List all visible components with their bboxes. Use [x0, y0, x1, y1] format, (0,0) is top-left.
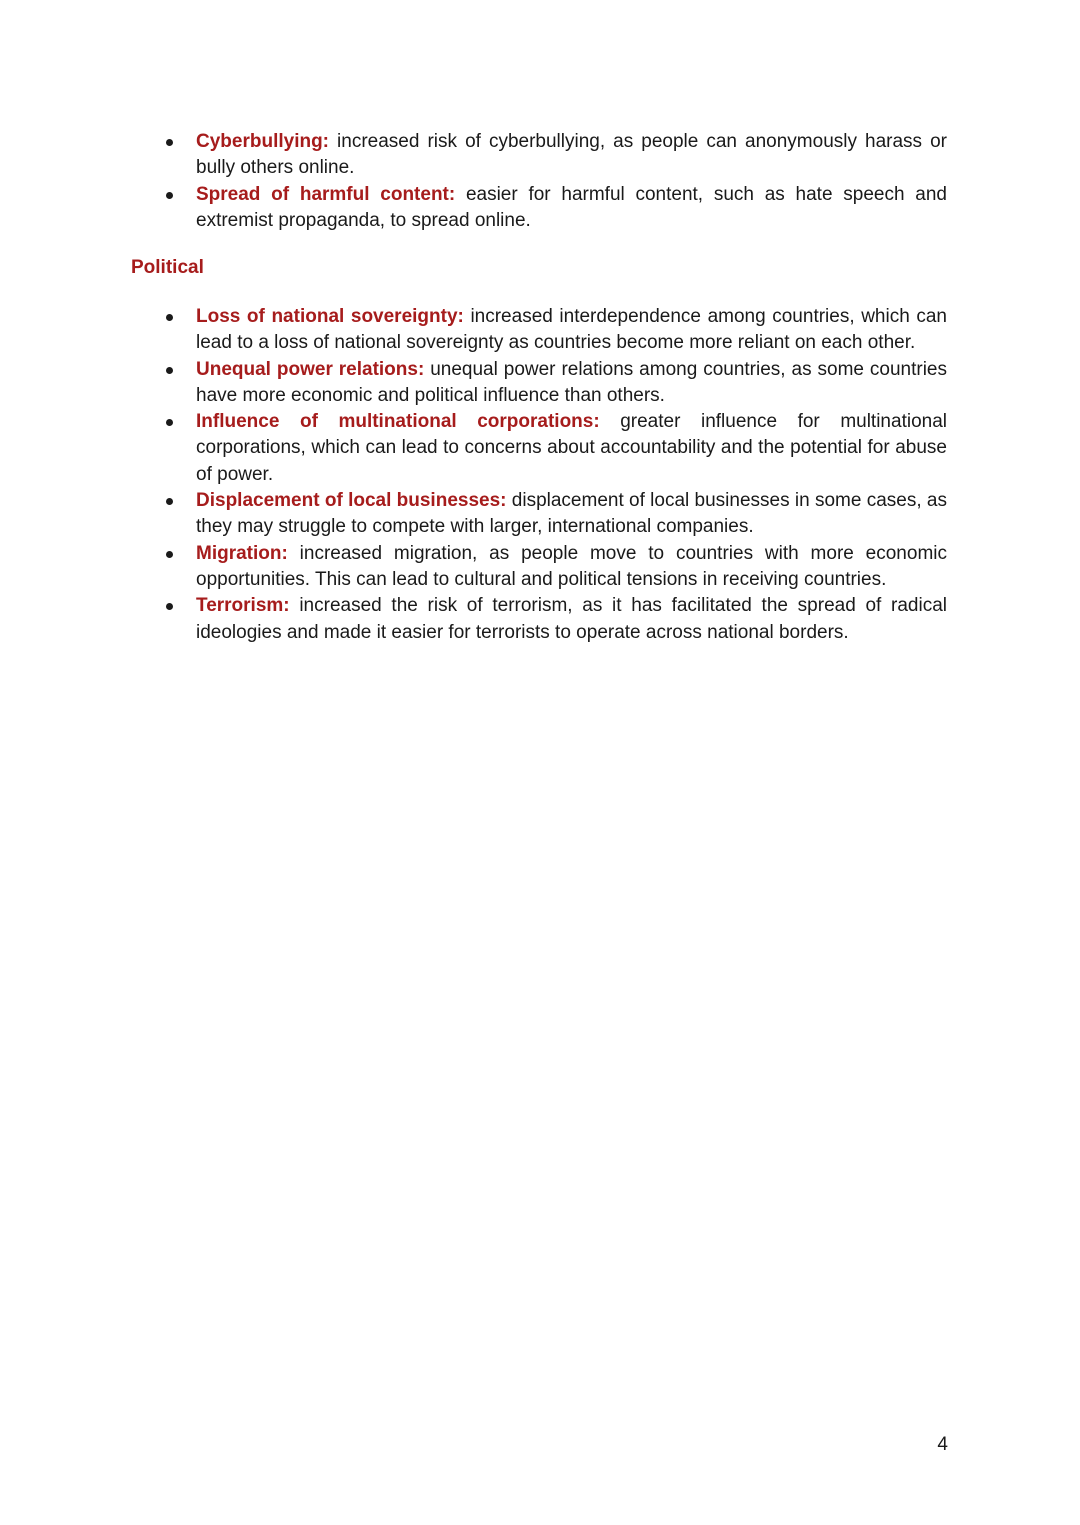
- list-item-text: increased risk of cyberbullying, as people can anonymously harass or bully others online.: [196, 131, 947, 179]
- bullet-icon: [166, 139, 173, 146]
- bullet-icon: [166, 192, 173, 199]
- section-heading-political: Political: [131, 257, 204, 278]
- list-item: [160, 593, 947, 646]
- list-item-term: Loss of national sovereignty:: [196, 306, 464, 327]
- list-item-term: Terrorism:: [196, 595, 290, 617]
- list-item-text: increased interdependence among countries, which can lead to a loss of national sovereignty as countries become more reliant on each other.: [196, 306, 948, 354]
- bullet-icon: [166, 419, 173, 426]
- list-item: [160, 409, 947, 488]
- list-item-text: increased migration, as people move to countries with more economic opportunities. This can lead to cultural and political tensions in receiving countries.: [196, 542, 947, 590]
- top-bullet-list: [160, 129, 947, 234]
- list-item-text: displacement of local businesses in some cases, as they may struggle to compete with larger, international companies.: [196, 490, 947, 538]
- bullet-icon: [166, 314, 173, 321]
- list-item: [160, 357, 947, 410]
- bullet-icon: [166, 551, 173, 558]
- bullet-icon: [166, 498, 173, 505]
- list-item-term: Migration:: [196, 542, 288, 564]
- list-item: [160, 129, 947, 182]
- list-item-term: Unequal power relations:: [196, 358, 425, 380]
- list-item: [160, 488, 947, 541]
- page-number: 4: [937, 1434, 948, 1455]
- list-item-text: greater influence for multinational corporations, which can lead to concerns about accountability and the potential for abuse of power.: [196, 411, 947, 485]
- bullet-icon: [166, 367, 173, 374]
- list-item: [160, 182, 947, 235]
- bullet-icon: [166, 603, 173, 610]
- list-item-term: Influence of multinational corporations:: [196, 411, 600, 433]
- list-item-term: Spread of harmful content:: [196, 183, 456, 205]
- list-item: [160, 541, 947, 594]
- list-item-text: easier for harmful content, such as hate speech and extremist propaganda, to spread online.: [196, 183, 947, 231]
- list-item-text: increased the risk of terrorism, as it has facilitated the spread of radical ideologies and made it easier for terrorists to operate across national borders.: [196, 595, 947, 643]
- list-item-term: Displacement of local businesses:: [196, 490, 507, 512]
- list-item-term: Cyberbullying:: [196, 131, 330, 152]
- list-item: [160, 304, 947, 357]
- list-item-text: unequal power relations among countries, as some countries have more economic and political influence than others.: [196, 358, 947, 406]
- political-bullet-list: [160, 304, 947, 646]
